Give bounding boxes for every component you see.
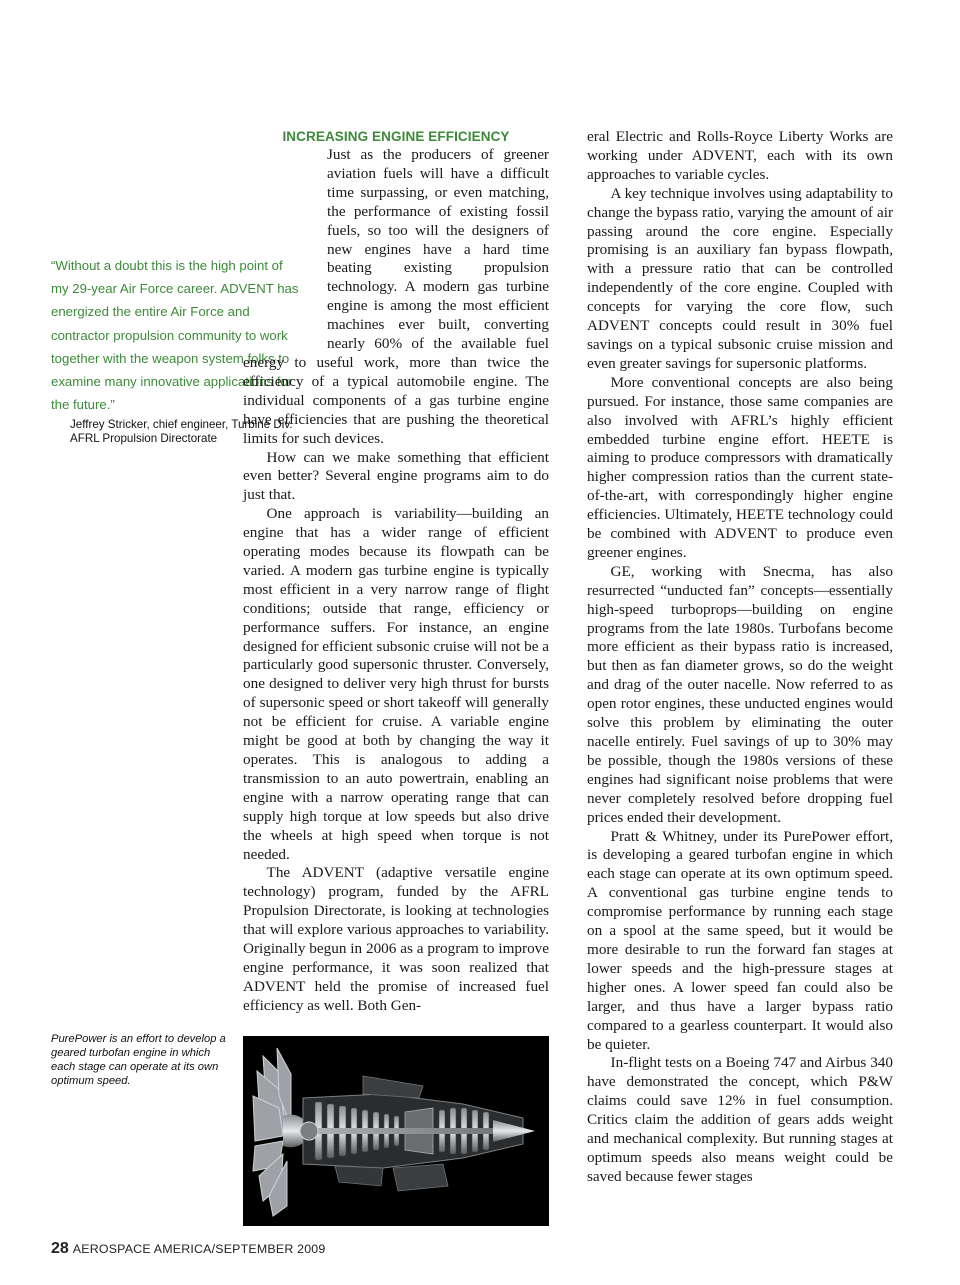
article-paragraph: One approach is variability—building an engine that has a wider range of efficient operating modes because its flowpath can be varied. A modern gas turbine engine is typically most efficient in a very narrow range of flight conditions; outside that range, efficiency or performance suffers. For instance, an engine designed for efficient subsonic cruise will not be a particularly good supersonic thruster. Conversely, one designed to deliver very high thrust for bursts of supersonic speed or short takeoff will generally not be efficient for cruise. A variable engine might be good at both by changing the way it operates. This is analogous to adding a transmission to an auto powertrain, enabling an engine with a narrow operating range that can supply high torque at low speeds but also drive the wheels at high speed when torque is not needed. [243,505,549,863]
article-paragraph: A key technique involves using adaptability to change the bypass ratio, varying the amount of air passing around the core engine. Especially promising is an auxiliary fan bypass flowpath, with a pressure ratio that can be controlled independently of the core engine. Coupled with concepts for varying the core flow, such ADVENT concepts could result in 30% fuel savings on a typical subsonic cruise mission and even greater savings for supersonic platforms. [587,184,893,372]
figure-caption: PurePower is an effort to develop a geared turbofan engine in which each stage can operate at its own optimum speed. [51,1033,226,1087]
gearbox [300,1122,318,1140]
attribution-name: Jeffrey Stricker, chief engineer, Turbine Div. [70,418,293,431]
article-paragraph: Just as the producers of greener aviation fuels will have a difficult time surpassing, or even matching, the performance of existing fossil fuels, so too will the designers of new engines have a hard time beating existing propulsion technology. A modern gas turbine engine is among the most efficient machines ever built, converting nearly 60% of the available fuel energy to useful work, more than twice the efficiency of a typical automobile engine. The individual components of a gas turbine engine have efficiencies that are pushing the theoretical limits for such devices. [243,146,549,447]
article-paragraph: In-flight tests on a Boeing 747 and Airbus 340 have demonstrated the concept, which P&W claims could save 12% in fuel consumption. Critics claim the addition of gears adds weight and mechanical complexity. But running stages at optimum speeds also means weight could be saved because fewer stages [587,1054,893,1185]
page-number: 28 [51,1240,69,1257]
article-paragraph: GE, working with Snecma, has also resurrected “unducted fan” concepts—essentially high-speed turboprops—building on engine programs from the late 1980s. Turbofans become more efficient as their bypass ratio is increased, but then as fan diameter grows, so do the weight and drag of the outer nacelle. Now referred to as open rotor engines, these unducted engines would solve this problem by eliminating the outer nacelle entirely. Fuel savings of up to 30% may be possible, though the 1980s versions of these engines had significant noise problems that were never completely resolved before dropping fuel prices ended their development. [587,562,893,826]
article-column-right [587,128,893,1187]
main-shaft [303,1128,518,1134]
pull-quote: “Without a doubt this is the high point of my 29-year Air Force career. ADVENT has energized the entire Air Force and contractor propulsion community to work together with the weapon system folks to examine many innovative applications for the future.” [51,258,299,413]
engine-cutaway-image [243,1036,549,1226]
article-paragraph: eral Electric and Rolls-Royce Liberty Works are working under ADVENT, each with its own approaches to variable cycles. [587,128,893,183]
page-footer [51,1240,325,1258]
article-paragraph: Pratt & Whitney, under its PurePower effort, is developing a geared turbofan engine in which each stage can operate at its own optimum speed. A conventional gas turbine engine tends to compromise performance by running each stage on a spool at the same speed, but it would be more desirable to run the forward fan stages at lower speeds and the high-pressure stages at higher ones. A lower speed fan could also be larger, and thus have a larger bypass ratio compared to a gearless counterpart. It would also be quieter. [587,827,893,1053]
article-paragraph: How can we make something that efficient even better? Several engine programs aim to do just that. [243,448,549,504]
publication-line: AEROSPACE AMERICA/SEPTEMBER 2009 [72,1242,326,1256]
article-column-middle [243,128,549,1016]
section-heading: INCREASING ENGINE EFFICIENCY [282,129,510,144]
pull-quote-wrap-space [243,148,327,337]
geared-turbofan-illustration [243,1036,549,1226]
article-paragraph: More conventional concepts are also being pursued. For instance, those same companies are also involved with AFRL’s highly efficient embedded turbine engine effort. HEETE is aiming to produce compressors with dramatically higher compression ratios than the current state-of-the-art, with correspondingly higher engine efficiencies. Ultimately, HEETE technology could be combined with ADVENT to produce even greener engines. [587,373,893,561]
attribution-org: AFRL Propulsion Directorate [70,432,218,445]
article-paragraph: The ADVENT (adaptive versatile engine technology) program, funded by the AFRL Propulsion Directorate, is looking at technologies that will explore various approaches to variability. Originally begun in 2006 as a program to improve engine performance, it was soon realized that ADVENT held the promise of increased fuel efficiency as well. Both Gen- [243,864,549,1014]
